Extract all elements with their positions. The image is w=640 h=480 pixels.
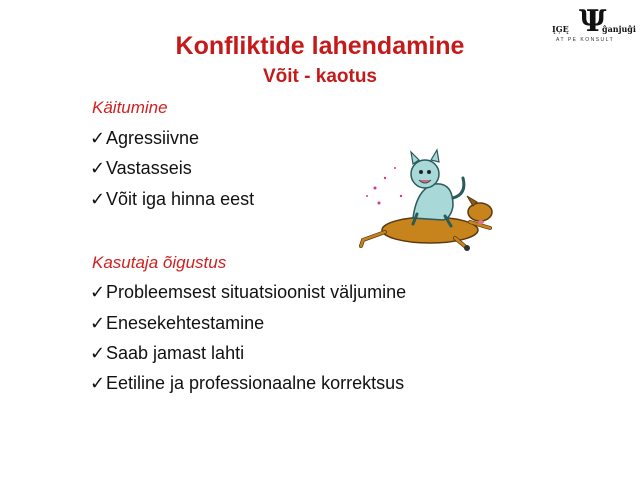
section-label-behavior: Käitumine [92, 98, 168, 117]
company-logo [552, 4, 636, 50]
checkmark-icon: ✓ [90, 313, 106, 333]
checkmark-icon: ✓ [90, 158, 106, 178]
section-label-justification: Kasutaja õigustus [92, 253, 227, 272]
logo-left-text: ĮĢĘ [552, 24, 569, 34]
sparkle-icon [366, 167, 402, 205]
list-item [90, 373, 404, 394]
cat-illustration [411, 150, 464, 226]
logo-subtext: AT PE KONSULT [556, 37, 615, 43]
list-item [90, 282, 406, 303]
slide-subtitle: Võit - kaotus [262, 66, 377, 87]
checkmark-icon: ✓ [90, 128, 106, 148]
checkmark-icon: ✓ [90, 373, 106, 393]
list-item-text: Saab jamast lahti [106, 343, 245, 363]
cat-on-dog-illustration [355, 148, 505, 258]
logo-right-text: ĝanjuĝi [602, 24, 636, 34]
list-item [90, 128, 199, 149]
list-item-text: Probleemsest situatsioonist väljumine [106, 282, 407, 302]
checkmark-icon: ✓ [90, 343, 106, 363]
list-item [90, 158, 192, 179]
slide-title: Konfliktide lahendamine [175, 32, 465, 60]
list-item-text: Agressiivne [106, 128, 200, 148]
list-item-text: Eetiline ja professionaalne korrektsus [106, 373, 405, 393]
checkmark-icon: ✓ [90, 189, 106, 209]
list-item [90, 189, 254, 210]
checkmark-icon: ✓ [90, 282, 106, 302]
list-item-text: Vastasseis [106, 158, 192, 178]
psi-logo-icon: Ψ [579, 4, 607, 39]
list-item-text: Enesekehtestamine [106, 313, 265, 333]
list-item [90, 343, 244, 364]
list-item [90, 313, 264, 334]
list-item-text: Võit iga hinna eest [106, 189, 255, 209]
